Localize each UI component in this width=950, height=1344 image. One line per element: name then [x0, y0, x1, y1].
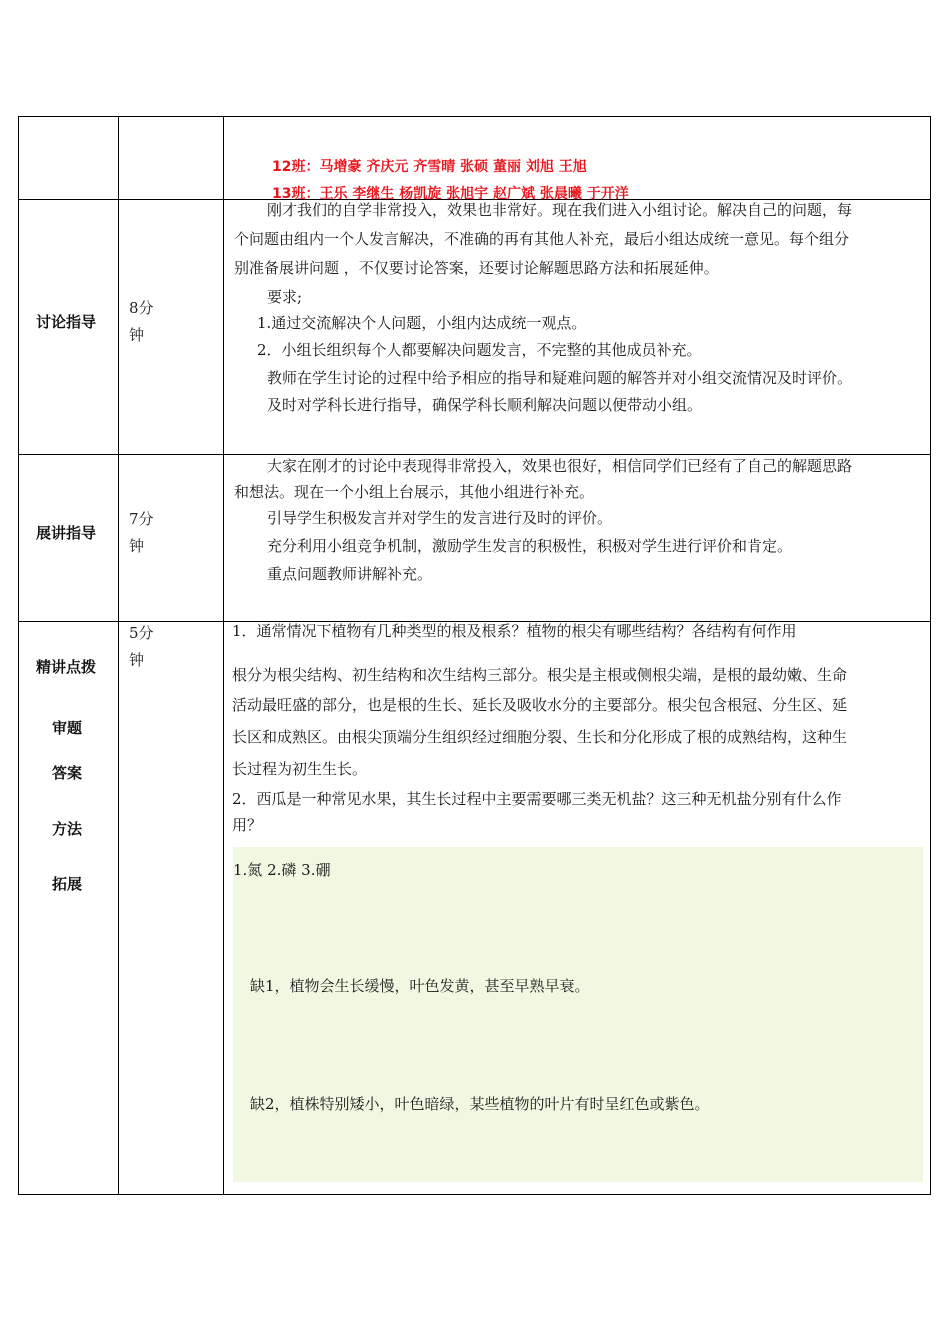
presentation-intro-line2: 和想法。现在一个小组上台展示，其他小组进行补充。 — [234, 483, 595, 501]
answer-nutrients: 1.氮 2.磷 3.硼 — [233, 861, 331, 879]
lecture-sub-answer: 答案 — [52, 764, 83, 782]
lecture-sub-method: 方法 — [52, 820, 83, 838]
discussion-time-unit: 钟 — [129, 326, 145, 344]
column-divider-1 — [118, 116, 119, 1195]
lecture-answer-1-line4: 长过程为初生生长。 — [232, 760, 368, 778]
column-divider-2 — [223, 116, 224, 1195]
lecture-question-2-line1: 2．西瓜是一种常见水果，其生长过程中主要需要哪三类无机盐？这三种无机盐分别有什么作 — [232, 790, 842, 808]
lecture-label: 精讲点拨 — [36, 658, 97, 676]
lecture-question-2-line2: 用？ — [232, 816, 263, 834]
lecture-sub-extension: 拓展 — [52, 875, 83, 893]
presentation-time-value: 7分 — [129, 510, 154, 528]
discussion-intro-line3: 别准备展讲问题 ，不仅要讨论答案，还要讨论解题思路方法和拓展延伸。 — [234, 259, 719, 277]
lecture-answer-1-line2: 活动最旺盛的部分，也是根的生长、延长及吸收水分的主要部分。根尖包含根冠、分生区、延 — [232, 696, 848, 714]
discussion-teacher-note-1: 教师在学生讨论的过程中给予相应的指导和疑难问题的解答并对小组交流情况及时评价。 — [267, 369, 853, 387]
presentation-point-1: 引导学生积极发言并对学生的发言进行及时的评价。 — [267, 509, 613, 527]
presentation-point-2: 充分利用小组竞争机制，激励学生发言的积极性，积极对学生进行评价和肯定。 — [267, 537, 793, 555]
lecture-sub-read-question: 审题 — [52, 719, 83, 737]
presentation-intro-line1: 大家在刚才的讨论中表现得非常投入，效果也很好，相信同学们已经有了自己的解题思路 — [267, 457, 853, 475]
table-top-border — [18, 116, 931, 117]
table-right-border — [930, 116, 931, 1195]
answer-highlight-box — [233, 847, 923, 1182]
discussion-requirements-heading: 要求; — [267, 288, 303, 306]
lecture-answer-1-line3: 长区和成熟区。由根尖顶端分生组织经过细胞分裂、生长和分化形成了根的成熟结构，这种生 — [232, 728, 848, 746]
table-bottom-border — [18, 1194, 931, 1195]
lecture-question-1: 1．通常情况下植物有几种类型的根及根系？植物的根尖有哪些结构？各结构有何作用 — [232, 622, 797, 640]
discussion-requirement-1: 1.通过交流解决个人问题，小组内达成统一观点。 — [257, 314, 587, 332]
discussion-requirement-2: 2．小组长组织每个人都要解决问题发言，不完整的其他成员补充。 — [257, 341, 702, 359]
presentation-time-unit: 钟 — [129, 537, 145, 555]
class-13-roster: 13班：王乐 李继生 杨凯旋 张旭宇 赵广斌 张晨曦 于开洋 — [272, 186, 629, 202]
class-12-roster: 12班：马增豪 齐庆元 齐雪晴 张硕 董丽 刘旭 王旭 — [272, 159, 587, 175]
discussion-teacher-note-2: 及时对学科长进行指导，确保学科长顺利解决问题以便带动小组。 — [267, 396, 703, 414]
presentation-label: 展讲指导 — [36, 524, 97, 542]
discussion-intro-line2: 个问题由组内一个人发言解决，不准确的再有其他人补充，最后小组达成统一意见。每个组分 — [234, 230, 850, 248]
table-left-border — [18, 116, 19, 1195]
presentation-point-3: 重点问题教师讲解补充。 — [267, 565, 433, 583]
answer-deficiency-2: 缺2，植株特别矮小，叶色暗绿，某些植物的叶片有时呈红色或紫色。 — [250, 1095, 710, 1113]
lecture-time-value: 5分 — [129, 624, 154, 642]
discussion-time-value: 8分 — [129, 299, 154, 317]
discussion-label: 讨论指导 — [36, 313, 97, 331]
lecture-time-unit: 钟 — [129, 651, 145, 669]
lecture-answer-1-line1: 根分为根尖结构、初生结构和次生结构三部分。根尖是主根或侧根尖端，是根的最幼嫩、生命 — [232, 666, 848, 684]
answer-deficiency-1: 缺1，植物会生长缓慢，叶色发黄，甚至早熟早衰。 — [250, 977, 590, 995]
discussion-intro-line1: 刚才我们的自学非常投入，效果也非常好。现在我们进入小组讨论。解决自己的问题，每 — [267, 201, 853, 219]
